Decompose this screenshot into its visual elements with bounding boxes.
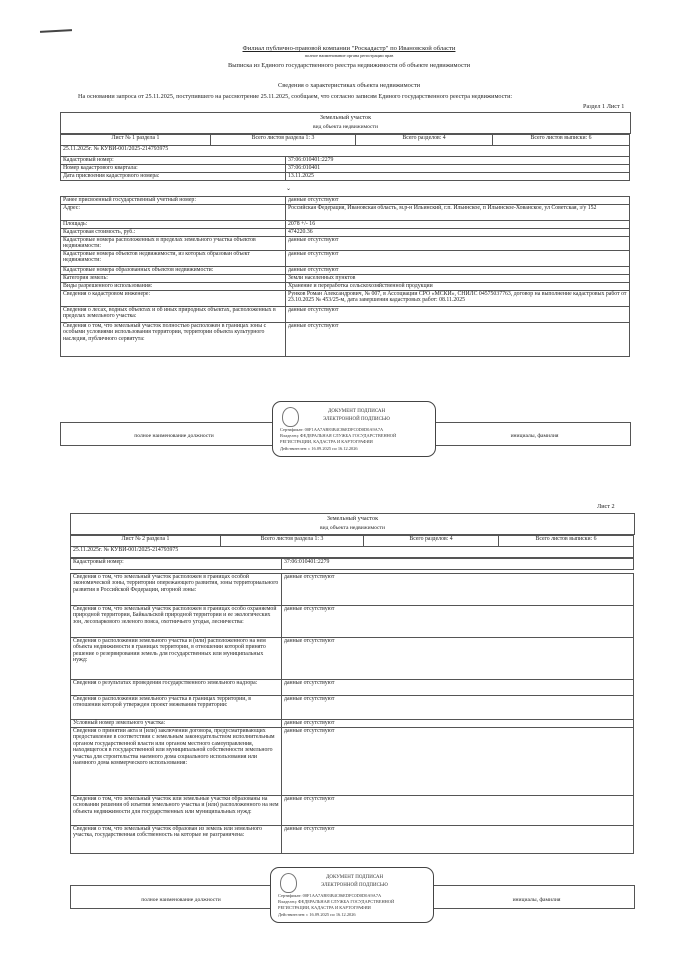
row-label: Сведения о расположении земельного участка и (или) расположенного на нем объекта недвижимости в границах территории, в отношении которой принято решение о резервировании земель для государственных или муниципальных нужд:: [71, 638, 282, 680]
page1-sheet-info: [60, 134, 630, 157]
table-row: [61, 237, 630, 251]
object-type: Земельный участок: [319, 114, 372, 121]
stamp-valid: Действителен: с 16.09.2025 по 16.12.2026: [278, 912, 356, 917]
row-value: 474220.36: [286, 229, 630, 237]
row-value: Хранение и переработка сельскохозяйственной продукции: [286, 283, 630, 291]
row-label: Виды разрешенного использования:: [61, 283, 286, 291]
row-label: Сведения о лесах, водных объектах и об иных природных объектах, расположенных в пределах земельного участка:: [61, 307, 286, 323]
row-label: Сведения о принятии акта и (или) заключении договора, предусматривающих предоставление в соответствии с земельным законодательством исполнительным органом государственной власти или органом местного самоуправления, находящегося в государственной или муниципальной собственности земельного участка для строительства наемного дома социального использования или наемного дома коммерческого использования:: [71, 728, 282, 796]
row-value: данные отсутствуют: [282, 638, 634, 680]
page1-main-table: [60, 196, 630, 357]
table-row: [61, 157, 630, 165]
stamp-title: ДОКУМЕНТ ПОДПИСАН: [326, 875, 384, 880]
row-value: данные отсутствуют: [286, 323, 630, 357]
position-caption-2: полное наименование должности: [141, 897, 221, 903]
table-row: [61, 323, 630, 357]
cad-value-2: 37:06:010401:2279: [282, 559, 634, 570]
row-label: Сведения о результатах проведения государственного земельного надзора:: [71, 680, 282, 696]
intro-text: На основании запроса от 25.11.2025, поступившего на рассмотрение 25.11.2025, сообщаем, что согласно записям Единого государственного реестра недвижимости:: [78, 93, 513, 100]
row-value: данные отсутствуют: [282, 680, 634, 696]
row-label: Кадастровый номер:: [61, 157, 286, 165]
row-value: данные отсутствуют: [286, 251, 630, 267]
row-value: данные отсутствуют: [286, 197, 630, 205]
table-row: [61, 251, 630, 267]
row-value: данные отсутствуют: [282, 728, 634, 796]
table-row: [71, 574, 634, 606]
page2-sheet-info: [70, 535, 634, 558]
stamp-owner-1: Владелец: ФЕДЕРАЛЬНАЯ СЛУЖБА ГОСУДАРСТВЕННОЙ: [278, 899, 395, 904]
row-label: Категория земель:: [61, 275, 286, 283]
row-value: данные отсутствуют: [282, 720, 634, 728]
table-row: [71, 796, 634, 826]
sheet-label-2: Лист 2: [597, 503, 615, 510]
row-label: Номер кадастрового квартала:: [61, 165, 286, 173]
sheets-total-2: Всего листов выписки: 6: [499, 536, 634, 547]
row-value: данные отсутствуют: [286, 307, 630, 323]
row-value: Российская Федерация, Ивановская область, м.р-н Ильинский, г.п. Ильинское, п Ильинское-Хованское, ул Советская, з/у 152: [286, 205, 630, 221]
table-row: [61, 205, 630, 221]
row-value: 13.11.2025: [286, 173, 630, 181]
row-value: Земли населенных пунктов: [286, 275, 630, 283]
row-value: данные отсутствуют: [282, 696, 634, 720]
stamp-owner-2: РЕГИСТРАЦИИ, КАДАСТРА И КАРТОГРАФИИ: [278, 905, 371, 910]
name-caption-2: инициалы, фамилия: [512, 897, 561, 903]
stamp-subtitle: ЭЛЕКТРОННОЙ ПОДПИСЬЮ: [323, 417, 390, 422]
page2-cad-table: [70, 558, 634, 570]
row-value: данные отсутствуют: [282, 606, 634, 638]
row-label: Адрес:: [61, 205, 286, 221]
sheet-number: Лист № 1 раздела 1: [61, 135, 211, 146]
table-row: [61, 221, 630, 229]
emblem-icon: [280, 873, 297, 893]
page2-rows: [71, 574, 634, 854]
table-row: [61, 267, 630, 275]
position-caption-1: полное наименование должности: [134, 433, 214, 439]
page2-main-table: [70, 573, 634, 854]
stamp-owner-1: Владелец: ФЕДЕРАЛЬНАЯ СЛУЖБА ГОСУДАРСТВЕННОЙ: [280, 433, 397, 438]
table-row: [71, 826, 634, 854]
scan-artifact: ⌄: [286, 186, 292, 192]
stamp-owner-2: РЕГИСТРАЦИИ, КАДАСТРА И КАРТОГРАФИИ: [280, 439, 373, 444]
sheets-total: Всего листов выписки: 6: [493, 135, 630, 146]
date-number-2: 25.11.2025г. № КУВИ-001/2025-214793975: [71, 547, 634, 558]
main-rows: [61, 197, 630, 357]
row-value: данные отсутствуют: [282, 574, 634, 606]
object-type-caption-2: вид объекта недвижимости: [320, 525, 385, 531]
emblem-icon: [282, 407, 299, 427]
stamp-cert: Сертификат: 00F1AA7AB83B4C86EDFC0D0D0A9A7A: [280, 427, 384, 432]
e-signature-stamp-1: [272, 401, 436, 457]
row-label: Условный номер земельного участка:: [71, 720, 282, 728]
row-label: Сведения о том, что земельный участок расположен в границах особо охраняемой природной территории, Байкальской природной территории и ее экологических зон, лесопаркового зеленого пояса, охотничьего угодья, лесничества:: [71, 606, 282, 638]
cad-label-2: Кадастровый номер:: [71, 559, 282, 570]
object-type-box-2: [70, 513, 635, 535]
doc-title: Выписка из Единого государственного реестра недвижимости об объекте недвижимости: [227, 62, 470, 69]
stamp-cert: Сертификат: 00F1AA7AB83B4C86EDFC0D0D0A9A7A: [278, 893, 382, 898]
page1-top-table: [60, 156, 630, 181]
stamp-subtitle: ЭЛЕКТРОННОЙ ПОДПИСЬЮ: [321, 883, 388, 888]
table-row: [71, 638, 634, 680]
section-title: Сведения о характеристиках объекта недвижимости: [277, 82, 421, 89]
row-value: данные отсутствуют: [282, 796, 634, 826]
table-row: [61, 291, 630, 307]
row-label: Сведения о том, что земельный участок полностью расположен в границах зоны с особыми условиями использования территории, территории объекта культурного наследия, публичного сервитута:: [61, 323, 286, 357]
sections-total: Всего разделов: 4: [356, 135, 493, 146]
table-row: [61, 165, 630, 173]
name-caption-1: инициалы, фамилия: [510, 433, 559, 439]
table-row: [61, 283, 630, 291]
org-caption: полное наименование органа регистрации прав: [304, 53, 394, 58]
row-value: 37:06:010401: [286, 165, 630, 173]
table-row: [61, 307, 630, 323]
e-signature-stamp-2: [270, 867, 434, 923]
object-type-2: Земельный участок: [326, 515, 379, 522]
section-label: Раздел 1 Лист 1: [583, 103, 625, 110]
scan-mark: [40, 29, 72, 33]
row-value: 2078 +/- 16: [286, 221, 630, 229]
sheet-number-2: Лист № 2 раздела 1: [71, 536, 221, 547]
row-label: Кадастровые номера объектов недвижимости, из которых образован объект недвижимости:: [61, 251, 286, 267]
row-value: данные отсутствуют: [282, 826, 634, 854]
table-row: [61, 197, 630, 205]
table-row: [61, 275, 630, 283]
org-name: Филиал публично-правовой компании "Роскадастр" по Ивановской области: [242, 45, 456, 52]
sheets-in-section: Всего листов раздела 1: 3: [211, 135, 356, 146]
table-row: [71, 728, 634, 796]
object-type-box: [60, 112, 631, 134]
row-value: Рунков Роман Александрович, № 007, в Ассоциации СРО «МСКИ», СНИЛС 04575037763, договор на выполнение кадастровых работ от 23.10.2025 № 453/25-м, дата завершения кадастровых работ: 08.11.2025: [286, 291, 630, 307]
row-value: данные отсутствуют: [286, 267, 630, 275]
row-label: Сведения о расположении земельного участка в границах территории, в отношении которой утвержден проект межевания территории:: [71, 696, 282, 720]
table-row: [71, 720, 634, 728]
date-number: 25.11.2025г. № КУВИ-001/2025-214793975: [61, 146, 630, 157]
row-label: Кадастровые номера образованных объектов недвижимости:: [61, 267, 286, 275]
row-label: Сведения о том, что земельный участок или земельные участки образованы на основании решения об изъятии земельного участка и (или) расположенного на нем объекта недвижимости для государственных или муниципальных нужд:: [71, 796, 282, 826]
row-label: Кадастровые номера расположенных в пределах земельного участка объектов недвижимости:: [61, 237, 286, 251]
stamp-valid: Действителен: с 16.09.2025 по 16.12.2026: [280, 446, 358, 451]
table-row: [61, 229, 630, 237]
table-row: [71, 680, 634, 696]
sections-total-2: Всего разделов: 4: [364, 536, 499, 547]
sheets-in-section-2: Всего листов раздела 1: 3: [221, 536, 364, 547]
row-label: Сведения о кадастровом инженере:: [61, 291, 286, 307]
row-label: Площадь:: [61, 221, 286, 229]
table-row: [71, 606, 634, 638]
row-value: данные отсутствуют: [286, 237, 630, 251]
row-label: Дата присвоения кадастрового номера:: [61, 173, 286, 181]
row-label: Кадастровая стоимость, руб.:: [61, 229, 286, 237]
row-label: Сведения о том, что земельный участок образован из земель или земельного участка, государственная собственность на которые не разграничена:: [71, 826, 282, 854]
table-row: [61, 173, 630, 181]
object-type-caption: вид объекта недвижимости: [313, 124, 378, 130]
table-row: [71, 696, 634, 720]
row-value: 37:06:010401:2279: [286, 157, 630, 165]
stamp-title: ДОКУМЕНТ ПОДПИСАН: [328, 409, 386, 414]
row-label: Сведения о том, что земельный участок расположен в границах особой экономической зоны, территории опережающего развития, зоны территориального развития в Российской Федерации, игорной зоны:: [71, 574, 282, 606]
top-rows: [61, 157, 630, 181]
row-label: Ранее присвоенный государственный учетный номер:: [61, 197, 286, 205]
